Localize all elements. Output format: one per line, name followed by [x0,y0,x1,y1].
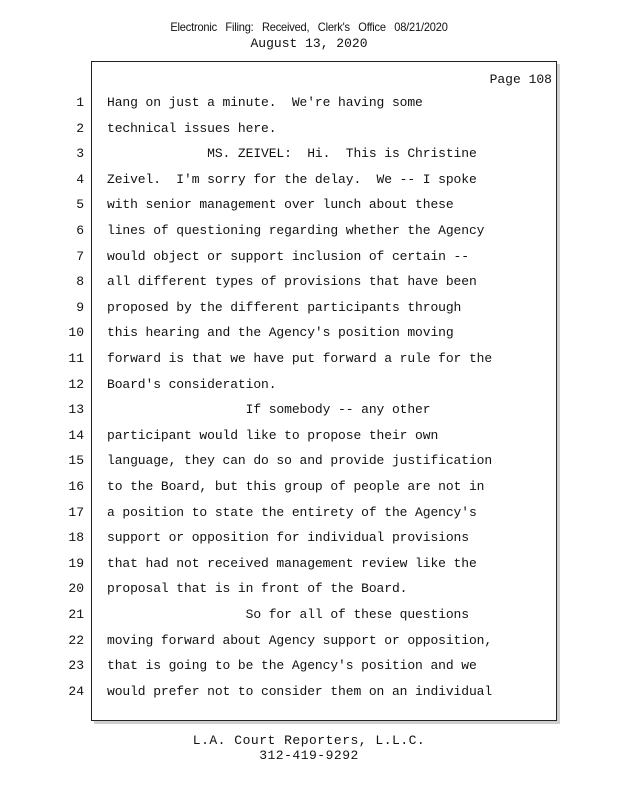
transcript-line [0,351,560,371]
line-number: 1 [76,95,84,110]
transcript-line [0,249,560,269]
line-number: 8 [76,274,84,290]
transcript-line [0,325,560,345]
line-text: lines of questioning regarding whether the Agency [107,223,485,238]
line-number: 11 [68,351,84,366]
line-text: support or opposition for individual provisions [107,530,469,546]
line-number: 6 [76,223,84,238]
line-text: Zeivel. I'm sorry for the delay. We -- I spoke [107,171,477,187]
line-number: 16 [68,479,84,494]
line-text: to the Board, but this group of people are not in [107,479,485,494]
line-text: this hearing and the Agency's position moving [107,325,454,341]
line-number: 15 [68,453,84,469]
transcript-line [0,146,560,166]
transcript-line [0,274,560,294]
transcript-line [0,453,560,473]
transcript-line [0,530,560,550]
transcript-line [0,684,560,704]
line-text: would object or support inclusion of certain -- [107,248,469,264]
reporter-name: L.A. Court Reporters, L.L.C. [192,733,426,748]
transcript-line [0,300,560,320]
line-number: 10 [68,325,84,341]
line-number: 14 [68,427,84,443]
transcript-line [0,377,560,397]
line-text: with senior management over lunch about these [107,197,454,213]
transcript-line [0,658,560,678]
transcript-line [0,428,560,448]
line-text: all different types of provisions that have been [107,274,477,290]
line-text: forward is that we have put forward a rule for the [107,351,493,366]
line-text: would prefer not to consider them on an individual [107,683,493,699]
transcript-line [0,121,560,141]
line-number: 3 [76,146,84,162]
line-number: 4 [76,171,84,187]
line-number: 5 [76,197,84,213]
transcript-line [0,633,560,653]
transcript-line [0,95,560,115]
line-number: 17 [68,504,84,520]
line-text: proposed by the different participants through [107,299,462,315]
line-text: that is going to be the Agency's position and we [107,658,477,674]
line-number: 9 [76,299,84,315]
transcript-line [0,172,560,192]
line-number: 12 [68,376,84,392]
line-number: 23 [68,658,84,674]
line-number: 20 [68,581,84,597]
line-text: So for all of these questions [107,607,469,622]
line-number: 13 [68,402,84,418]
page-number: Page 108 [489,72,552,87]
line-text: Hang on just a minute. We're having some [107,95,423,110]
line-text: that had not received management review like the [107,555,477,571]
transcript-line [0,607,560,627]
line-number: 18 [68,530,84,546]
line-number: 2 [76,120,84,136]
line-number: 21 [68,607,84,622]
line-text: If somebody -- any other [107,402,431,418]
line-text: participant would like to propose their own [107,427,439,443]
line-number: 22 [68,632,84,648]
line-text: language, they can do so and provide justification [107,453,493,469]
transcript-line [0,556,560,576]
line-text: technical issues here. [107,120,277,136]
transcript-line [0,479,560,499]
transcript-line [0,223,560,243]
line-text: moving forward about Agency support or opposition, [107,632,493,648]
hearing-date: August 13, 2020 [250,36,368,51]
line-number: 24 [68,683,84,699]
line-number: 7 [76,248,84,264]
transcript-line [0,197,560,217]
line-number: 19 [68,555,84,571]
line-text: Board's consideration. [107,376,277,392]
transcript-line [0,505,560,525]
transcript-line [0,402,560,422]
line-text: a position to state the entirety of the Agency's [107,504,477,520]
transcript-line [0,581,560,601]
line-text: MS. ZEIVEL: Hi. This is Christine [107,146,477,162]
reporter-phone: 312-419-9292 [259,748,359,763]
line-text: proposal that is in front of the Board. [107,581,408,597]
filing-stamp: Electronic Filing: Received, Clerk's Office 08/21/2020 [170,20,448,34]
